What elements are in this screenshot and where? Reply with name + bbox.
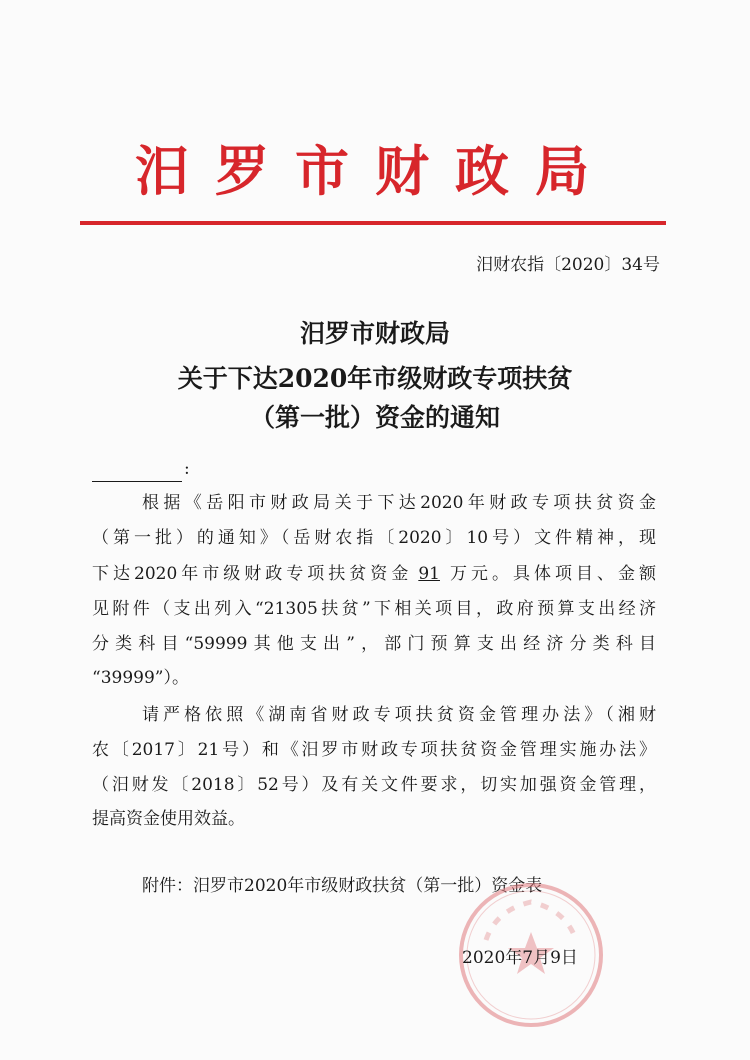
- body-line: 农〔2017〕21号）和《汨罗市财政专项扶贫资金管理实施办法》: [92, 740, 656, 760]
- body-line: 见附件（支出列入“21305扶贫”下相关项目，政府预算支出经济: [92, 599, 656, 619]
- addressee-blank: [92, 463, 182, 482]
- body-line: （汨财发〔2018〕52号）及有关文件要求，切实加强资金管理，: [92, 775, 656, 795]
- issuing-authority-header: 汨罗市财政局: [135, 139, 615, 203]
- body-line: [92, 561, 656, 587]
- body-text: 万元。具体项目、金额: [445, 564, 657, 584]
- body-line: 分类科目“59999其他支出”，部门预算支出经济分类科目: [92, 634, 656, 654]
- title-line-2: 关于下达2020年市级财政专项扶贫: [177, 364, 573, 393]
- body-line: “39999”）。: [92, 668, 189, 688]
- body-line: 请严格依照《湖南省财政专项扶贫资金管理办法》（湘财: [142, 705, 656, 725]
- title-line-3: （第一批）资金的通知: [249, 403, 500, 432]
- document-number: 汨财农指〔2020〕34号: [476, 255, 660, 275]
- body-line: （第一批）的通知》（岳财农指〔2020〕10号）文件精神，现: [92, 528, 656, 548]
- attachment-note: 附件：汨罗市2020年市级财政扶贫（第一批）资金表: [142, 876, 543, 896]
- addressee-line: [92, 456, 190, 482]
- red-header-rule: [80, 221, 666, 225]
- issue-date: 2020年7月9日: [462, 948, 578, 968]
- title-line-1: 汨罗市财政局: [299, 319, 450, 348]
- addressee-colon: :: [184, 459, 190, 479]
- fund-amount: 91: [418, 564, 440, 584]
- body-line: 提高资金使用效益。: [92, 809, 245, 829]
- body-text: 下达2020年市级财政专项扶贫资金: [92, 564, 413, 584]
- body-line: 根据《岳阳市财政局关于下达2020年财政专项扶贫资金: [142, 493, 656, 513]
